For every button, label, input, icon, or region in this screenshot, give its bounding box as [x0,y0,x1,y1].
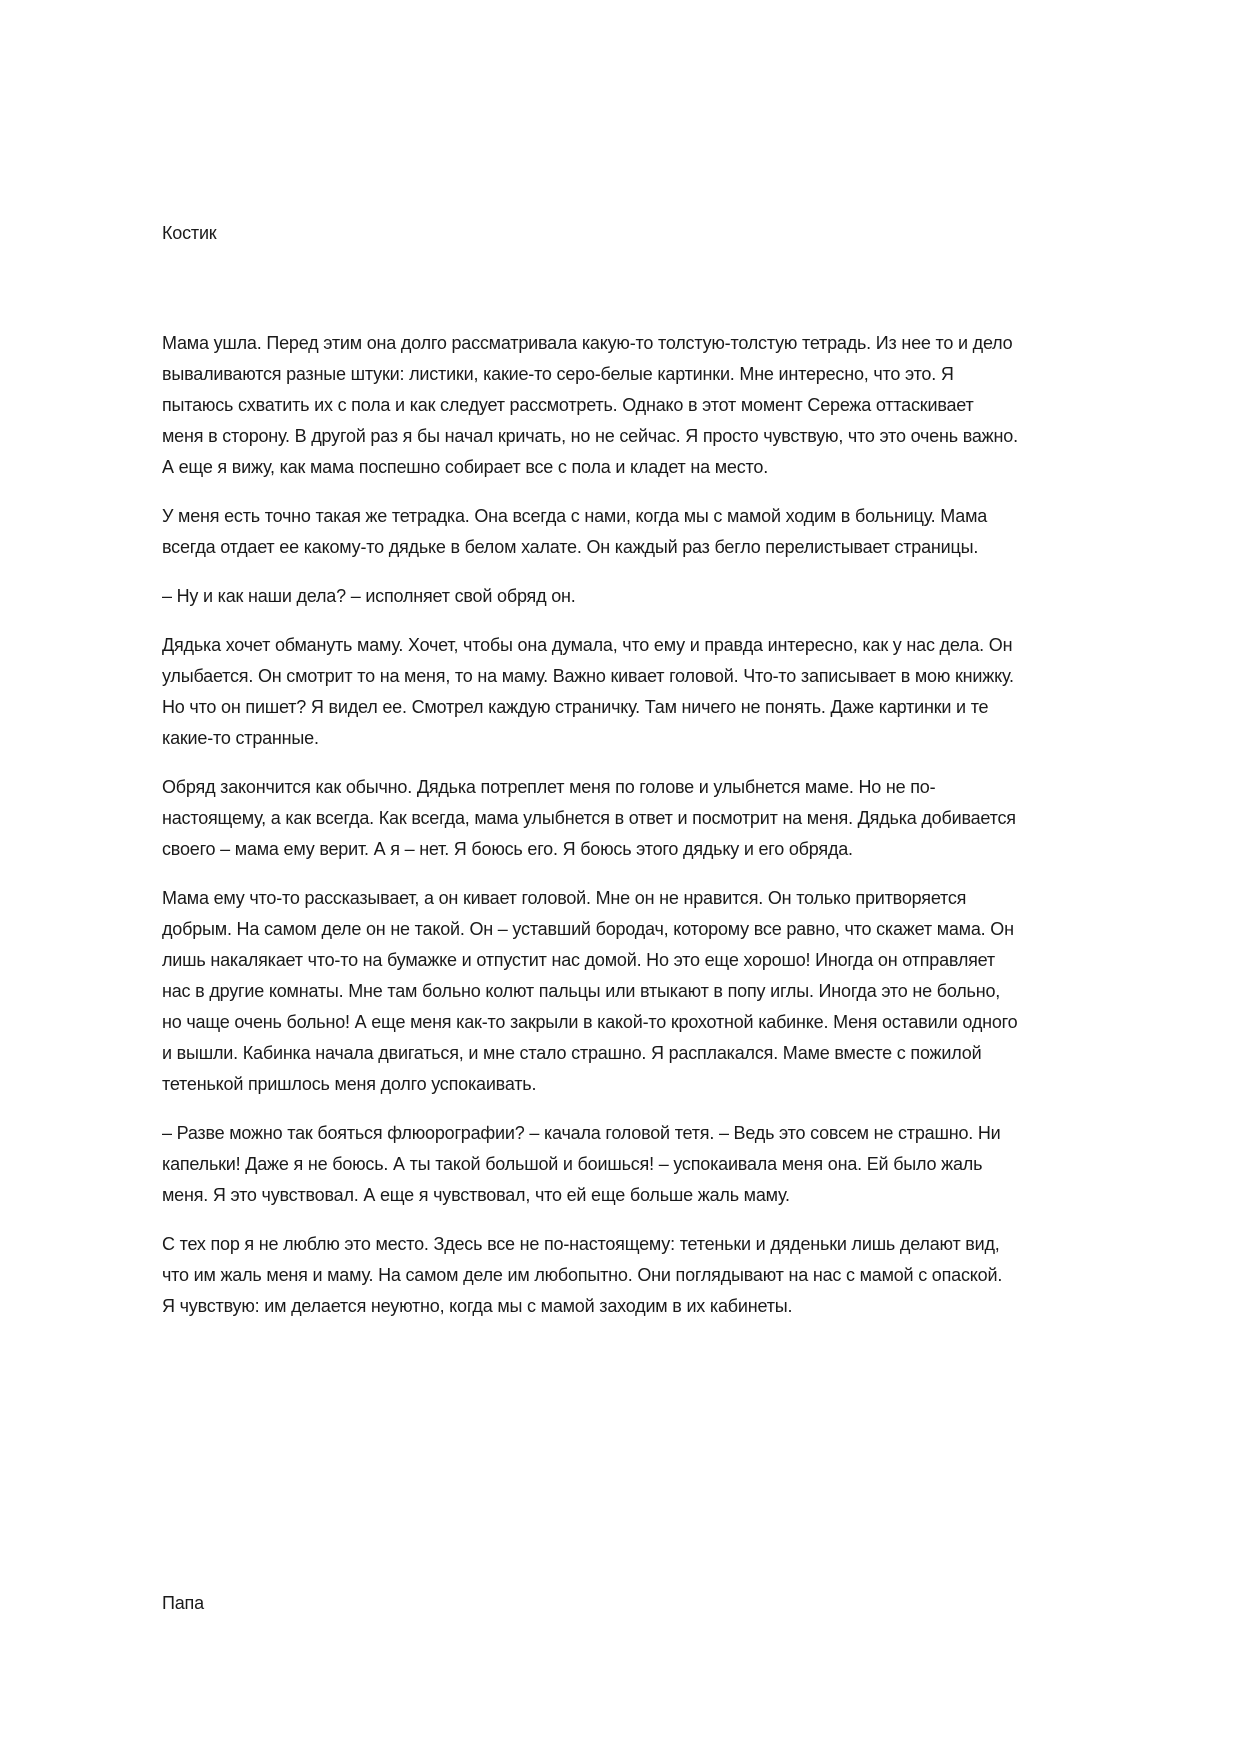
paragraph: Мама ушла. Перед этим она долго рассматривала какую-то толстую-толстую тетрадь. Из нее то и дело вываливаются разные штуки: листики, какие-то серо-белые картинки. Мне интересно, что это. Я пытаюсь схватить их с пола и как следует рассмотреть. Однако в этот момент Сережа оттаскивает меня в сторону. В другой раз я бы начал кричать, но не сейчас. Я просто чувствую, что это очень важно. А еще я вижу, как мама поспешно собирает все с пола и кладет на место. [162,333,1018,477]
section-heading-papa: Папа [162,1593,204,1613]
paragraph: Мама ему что-то рассказывает, а он кивает головой. Мне он не нравится. Он только притворяется добрым. На самом деле он не такой. Он – уставший бородач, которому все равно, что скажет мама. Он лишь накалякает что-то на бумажке и отпустит нас домой. Но это еще хорошо! Иногда он отправляет нас в другие комнаты. Мне там больно колют пальцы или втыкают в попу иглы. Иногда это не больно, но чаще очень больно! А еще меня как-то закрыли в какой-то крохотной кабинке. Меня оставили одного и вышли. Кабинка начала двигаться, и мне стало страшно. Я расплакался. Маме вместе с пожилой тетенькой пришлось меня долго успокаивать. [162,888,1018,1094]
paragraph: Обряд закончится как обычно. Дядька потреплет меня по голове и улыбнется маме. Но не по-настоящему, а как всегда. Как всегда, мама улыбнется в ответ и посмотрит на меня. Дядька добивается своего – мама ему верит. А я – нет. Я боюсь его. Я боюсь этого дядьку и его обряда. [162,777,1016,859]
paragraph: У меня есть точно такая же тетрадка. Она всегда с нами, когда мы с мамой ходим в больницу. Мама всегда отдает ее какому-то дядьке в белом халате. Он каждый раз бегло перелистывает страницы. [162,506,988,557]
document-body [162,218,1018,1340]
paragraph: – Ну и как наши дела? – исполняет свой обряд он. [162,586,576,606]
paragraph: Дядька хочет обмануть маму. Хочет, чтобы она думала, что ему и правда интересно, как у нас дела. Он улыбается. Он смотрит то на меня, то на маму. Важно кивает головой. Что-то записывает в мою книжку. Но что он пишет? Я видел ее. Смотрел каждую страничку. Там ничего не понять. Даже картинки и те какие-то странные. [162,635,1014,748]
section-heading-kostik: Костик [162,223,217,243]
paragraph: – Разве можно так бояться флюорографии? – качала головой тетя. – Ведь это совсем не страшно. Ни капельки! Даже я не боюсь. А ты такой большой и боишься! – успокаивала меня она. Ей было жаль меня. Я это чувствовал. А еще я чувствовал, что ей еще больше жаль маму. [162,1123,1001,1205]
paragraph: С тех пор я не люблю это место. Здесь все не по-настоящему: тетеньки и дяденьки лишь делают вид, что им жаль меня и маму. На самом деле им любопытно. Они поглядывают на нас с мамой с опаской. Я чувствую: им делается неуютно, когда мы с мамой заходим в их кабинеты. [162,1234,1003,1316]
